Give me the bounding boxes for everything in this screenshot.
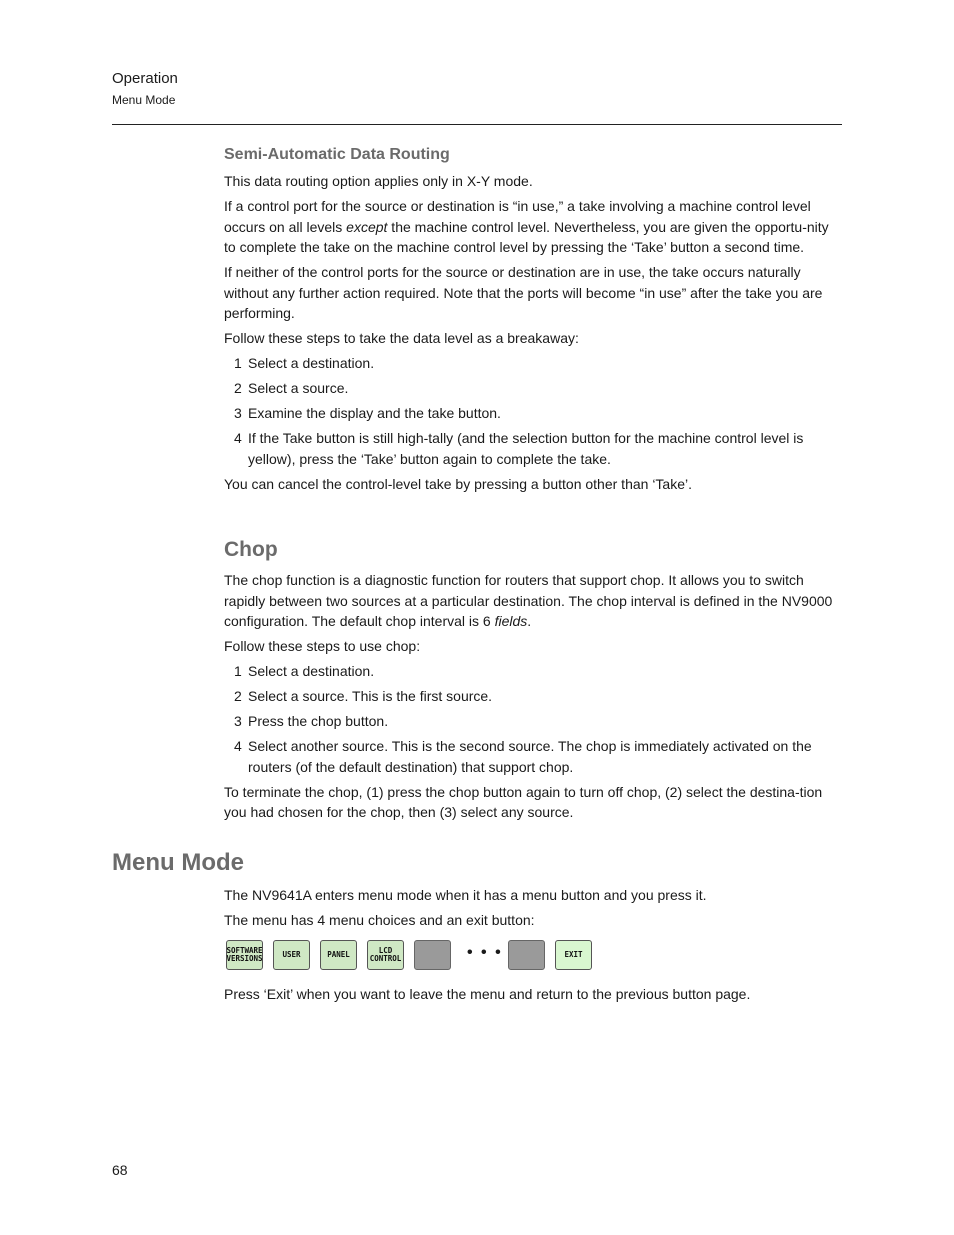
paragraph: [224, 196, 840, 258]
step-text: Press the chop button.: [248, 713, 389, 729]
step-number: 4: [234, 430, 242, 446]
text-run: The chop function is a diagnostic function for routers that support chop. It allows you to switch rapidly between two sources at a particular destination. The chop interval is defined in the NV9000 configuration. The default chop interval is 6: [224, 572, 833, 629]
text-run: .: [527, 613, 532, 629]
lcd-control-button: [367, 940, 404, 970]
list-item: [224, 403, 840, 424]
section-heading-chop: Chop: [224, 538, 278, 561]
paragraph: The menu has 4 menu choices and an exit button:: [224, 912, 535, 928]
step-text: Select a source.: [248, 380, 349, 396]
user-button: [273, 940, 310, 970]
step-list: [224, 353, 840, 469]
button-label: EXIT: [564, 950, 583, 959]
page-number: 68: [112, 1162, 128, 1178]
step-number: 3: [234, 405, 242, 421]
step-number: 2: [234, 380, 242, 396]
menu-mode-footer-text: [224, 984, 840, 1009]
semi-automatic-body: [224, 171, 840, 499]
step-number: 3: [234, 713, 242, 729]
paragraph: This data routing option applies only in X-Y mode.: [224, 173, 533, 189]
emphasis-text: except: [346, 218, 388, 235]
running-header-subtitle: Menu Mode: [112, 93, 176, 107]
emphasis-text: fields: [494, 613, 528, 629]
blank-button: [508, 940, 545, 970]
ellipsis: • • •: [467, 944, 503, 961]
list-item: [224, 736, 840, 777]
button-label: LCD: [378, 946, 393, 955]
step-text: Select another source. This is the second source. The chop is immediately activated on the routers (of the default destination) that support chop.: [248, 738, 812, 775]
blank-button: [414, 940, 451, 970]
step-number: 4: [234, 738, 242, 754]
paragraph: You can cancel the control-level take by pressing a button other than ‘Take’.: [224, 475, 692, 492]
button-label: PANEL: [327, 950, 350, 959]
step-list: [224, 661, 840, 777]
paragraph: Follow these steps to use chop:: [224, 638, 421, 654]
button-label: VERSIONS: [226, 954, 263, 963]
paragraph: If neither of the control ports for the source or destination are in use, the take occurs naturally without any further action required. Note that the ports will become “in use” after the take you are performing.: [224, 264, 823, 321]
step-number: 2: [234, 688, 242, 704]
button-label: SOFTWARE: [226, 946, 263, 955]
panel-button: [320, 940, 357, 970]
step-text: If the Take button is still high-tally (and the selection button for the machine control level is yellow), press the ‘Take’ button again to complete the take.: [248, 430, 804, 467]
paragraph: To terminate the chop, (1) press the chop button again to turn off chop, (2) select the destina-tion you had chosen for the chop, then (3) select any source.: [224, 783, 823, 820]
step-text: Select a source. This is the first source.: [248, 688, 493, 704]
button-label: CONTROL: [369, 954, 402, 963]
list-item: [224, 353, 840, 374]
list-item: [224, 686, 840, 707]
exit-button: [555, 940, 592, 970]
paragraph: Press ‘Exit’ when you want to leave the menu and return to the previous button page.: [224, 986, 751, 1002]
step-text: Examine the display and the take button.: [248, 405, 501, 421]
button-label: USER: [282, 950, 301, 959]
chop-body: [224, 570, 840, 827]
text-run: If a control port for the source or destination is “in use,” a take involving a machine control level occurs on all levels: [224, 198, 811, 235]
paragraph: The NV9641A enters menu mode when it has a menu button and you press it.: [224, 887, 707, 903]
paragraph: [224, 570, 840, 632]
running-header-title: Operation: [112, 70, 178, 87]
header-divider: [112, 124, 842, 125]
step-text: Select a destination.: [248, 663, 375, 679]
list-item: [224, 661, 840, 682]
step-text: Select a destination.: [248, 355, 375, 371]
step-number: 1: [234, 663, 242, 679]
list-item: [224, 428, 840, 469]
section-heading-semi-automatic: Semi-Automatic Data Routing: [224, 146, 450, 163]
software-versions-button: [226, 940, 263, 970]
menu-mode-body: [224, 885, 840, 935]
list-item: [224, 711, 840, 732]
text-run: the machine control level. Nevertheless, you are given the opportu-nity to complete the take on the machine control level by pressing the ‘Take’ button a second time.: [224, 218, 829, 255]
menu-button-illustration: [224, 940, 604, 974]
step-number: 1: [234, 355, 242, 371]
section-heading-menu-mode: Menu Mode: [112, 849, 244, 876]
paragraph: Follow these steps to take the data level as a breakaway:: [224, 330, 579, 346]
list-item: [224, 378, 840, 399]
